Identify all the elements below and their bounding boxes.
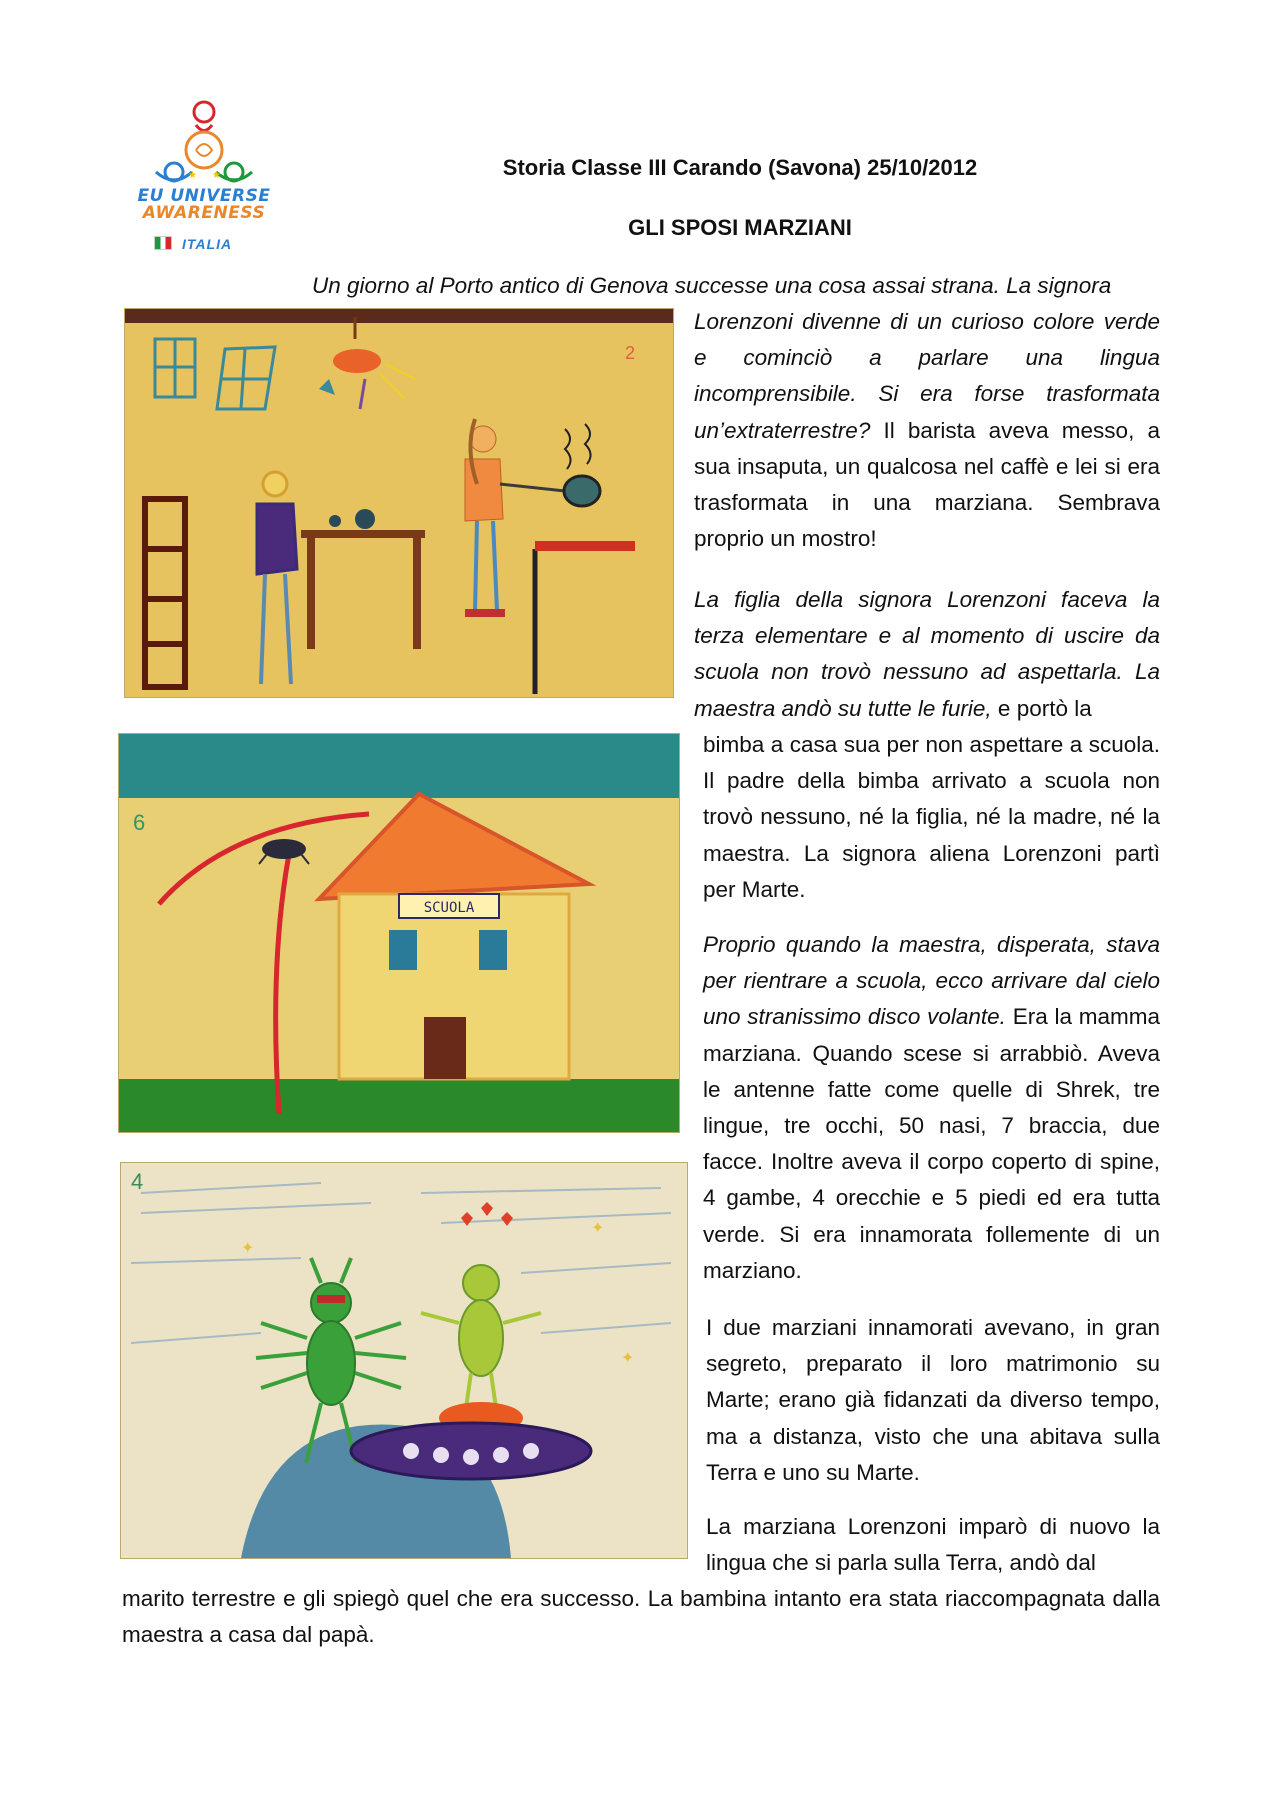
svg-text:✦: ✦ <box>621 1350 635 1367</box>
story-paragraph-3: Proprio quando la maestra, disperata, stava per rientrare a scuola, ecco arrivare dal cielo uno stranissimo disco volante. Era la mamma marziana. Quando scese si arrabbiò. Aveva le antenne fatte come quelle di Shrek, tre lingue, tre occhi, 50 nasi, 7 braccia, due facce. Inoltre aveva il corpo coperto di spine, 4 gambe, 4 orecchie e 5 piedi ed era tutta verde. Si era innamorata follemente di un marziano. <box>703 932 1160 1283</box>
drawing-martians-scene <box>120 1162 688 1559</box>
school-sign: SCUOLA <box>423 900 475 916</box>
page-title: Storia Classe III Carando (Savona) 25/10/2012 <box>502 155 978 180</box>
story-intro-line: Un giorno al Porto antico di Genova successe una cosa assai strana. La signora <box>312 273 1112 298</box>
eu-universe-awareness-logo <box>134 88 274 258</box>
story-paragraph-5a: La marziana Lorenzoni imparò di nuovo la lingua che si parla sulla Terra, andò dal <box>706 1514 1160 1576</box>
drawing-school-scene <box>118 733 680 1133</box>
drawing-2-number: 6 <box>133 810 146 835</box>
drawing-1-number: 2 <box>625 343 636 363</box>
logo-country: ITALIA <box>154 236 274 252</box>
svg-text:✦: ✦ <box>241 1240 255 1257</box>
story-paragraph-5b: marito terrestre e gli spiegò quel che era successo. La bambina intanto era stata riaccompagnata dalla maestra a casa dal papà. <box>122 1586 1160 1648</box>
story-paragraph-2b: bimba a casa sua per non aspettare a scuola. Il padre della bimba arrivato a scuola non trovò nessuno, né la figlia, né la madre, né la maestra. La signora aliena Lorenzoni partì per Marte. <box>703 732 1160 902</box>
story-paragraph-2a: La figlia della signora Lorenzoni faceva la terza elementare e al momento di uscire da scuola non trovò nessuno ad aspettarla. La maestra andò su tutte le furie, e portò la <box>694 587 1160 721</box>
story-paragraph-4: I due marziani innamorati avevano, in gran segreto, preparato il loro matrimonio su Marte; erano già fidanzati da diverso tempo, ma a distanza, visto che una abitava sulla Terra e uno su Marte. <box>706 1315 1160 1485</box>
logo-line-2: AWARENESS <box>142 203 266 223</box>
svg-text:✦: ✦ <box>591 1220 605 1237</box>
story-title: GLI SPOSI MARZIANI <box>628 215 852 240</box>
story-paragraph-1: Lorenzoni divenne di un curioso colore verde e cominciò a parlare una lingua incomprensibile. Si era forse trasformata un’extraterrestre? Il barista aveva messo, a sua insaputa, un qualcosa nel caffè e lei si era trasformata in una marziana. Sembrava proprio un mostro! <box>694 309 1160 552</box>
svg-text:★: ★ <box>188 170 197 181</box>
italy-flag-icon <box>154 236 172 250</box>
logo-line-1: EU UNIVERSE <box>137 186 271 206</box>
drawing-3-number: 4 <box>131 1169 144 1194</box>
svg-text:★: ★ <box>212 170 221 181</box>
drawing-bar-scene <box>124 308 674 698</box>
